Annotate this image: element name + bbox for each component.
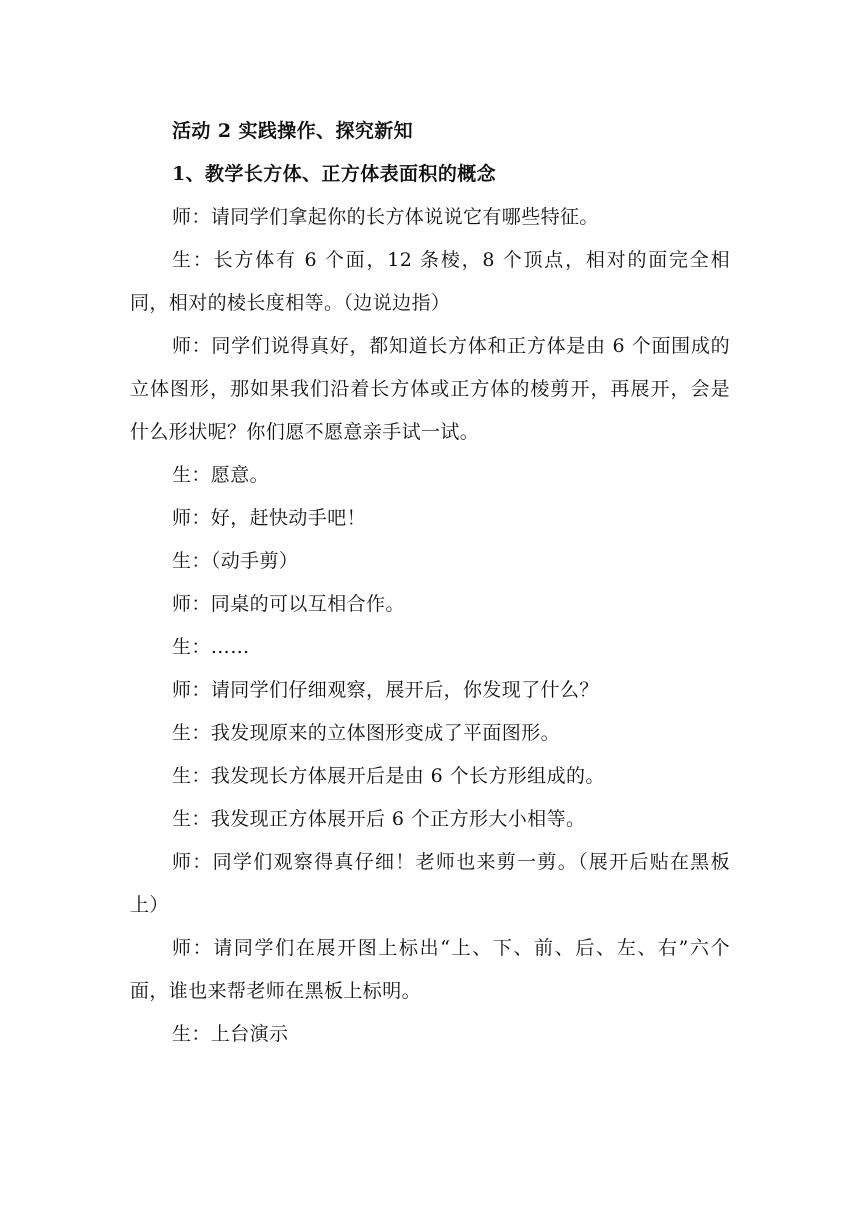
dialogue-line: 生：我发现正方体展开后 6 个正方形大小相等。 (172, 808, 586, 830)
dialogue-line: 生：（动手剪） (172, 550, 299, 572)
dialogue-line: 师：请同学们在展开图上标出“上、下、前、后、左、右”六个面，谁也来帮老师在黑板上标明。 (130, 937, 730, 1002)
subsection-heading: 1、教学长方体、正方体表面积的概念 (172, 163, 497, 185)
dialogue-line: 生：我发现长方体展开后是由 6 个长方形组成的。 (172, 765, 605, 787)
document-body (130, 110, 730, 1056)
dialogue-line: 生：上台演示 (172, 1023, 289, 1045)
dialogue-line: 师：好，赶快动手吧！ (172, 507, 367, 529)
dialogue-line: 师：同学们观察得真仔细！老师也来剪一剪。（展开后贴在黑板上） (130, 851, 730, 916)
dialogue-line: 生：…… (172, 636, 250, 658)
dialogue-line: 师：同桌的可以互相合作。 (172, 593, 405, 615)
dialogue-line: 生：愿意。 (172, 464, 270, 486)
dialogue-line: 师：同学们说得真好，都知道长方体和正方体是由 6 个面围成的立体图形，那如果我们沿着长方体或正方体的棱剪开，再展开，会是什么形状呢？你们愿不愿意亲手试一试。 (130, 335, 730, 443)
dialogue-line: 师：请同学们拿起你的长方体说说它有哪些特征。 (172, 206, 599, 228)
dialogue-line: 生：长方体有 6 个面，12 条棱，8 个顶点，相对的面完全相同，相对的棱长度相等。（边说边指） (130, 249, 730, 314)
dialogue-line: 师：请同学们仔细观察，展开后，你发现了什么？ (172, 679, 599, 701)
section-heading: 活动 2 实践操作、探究新知 (172, 120, 414, 142)
dialogue-line: 生：我发现原来的立体图形变成了平面图形。 (172, 722, 561, 744)
